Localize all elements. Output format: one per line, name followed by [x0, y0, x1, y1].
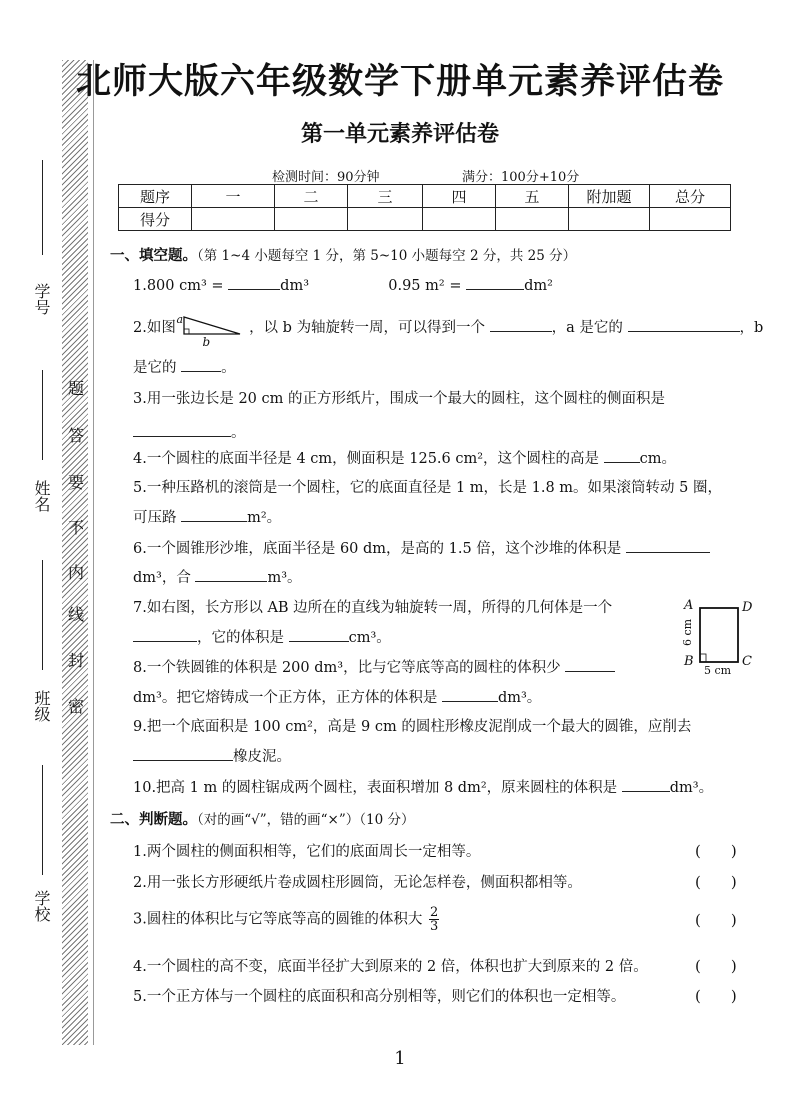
question-7 [133, 596, 612, 617]
q4-text: 4.一个圆柱的底面半径是 4 cm，侧面积是 125.6 cm²，这个圆柱的高是 [133, 451, 600, 467]
score-cell[interactable] [348, 208, 423, 231]
question-1 [133, 275, 553, 294]
vertex-c: C [742, 654, 752, 669]
fraction-denominator: 3 [429, 919, 439, 934]
q7-text: 7.如右图，长方形以 AB 边所在的直线为轴旋转一周，所得的几何体是一个 [133, 600, 613, 616]
judge-item-3 [133, 906, 439, 933]
question-4 [133, 447, 676, 468]
page-title: 北师大版六年级数学下册单元素养评估卷 [75, 61, 724, 102]
page-subtitle: 第一单元素养评估卷 [300, 121, 499, 147]
section1-heading [110, 244, 576, 265]
vertex-b: B [684, 654, 694, 669]
vertex-d: D [742, 600, 753, 615]
section2-title: 二、判断题。 [110, 811, 197, 828]
student-no-label: 学号 [32, 283, 51, 315]
q3-text: 3.用一张边长是 20 cm 的正方形纸片，围成一个最大的圆柱，这个圆柱的侧面积是 [133, 391, 665, 407]
answer-blank[interactable] [195, 567, 267, 582]
triangle-figure [176, 313, 244, 349]
rectangle-figure [678, 598, 768, 684]
q1-part-a: 1.800 cm³ = [133, 278, 224, 294]
name-line [42, 370, 43, 460]
question-3-cont [133, 421, 246, 442]
section1-note: （第 1~4 小题每空 1 分，第 5~10 小题每空 2 分，共 25 分） [197, 248, 577, 264]
score-cell[interactable] [569, 208, 650, 231]
score-cell[interactable] [275, 208, 348, 231]
table-header-cell: 五 [496, 185, 569, 208]
page-number: 1 [394, 1048, 406, 1069]
warning-char: 密 [68, 697, 85, 716]
question-8 [133, 656, 615, 677]
exam-time: 检测时间：90分钟 [272, 170, 380, 185]
score-cell[interactable] [192, 208, 275, 231]
section1-title: 一、填空题。 [110, 247, 197, 264]
answer-blank[interactable] [181, 357, 221, 372]
width-label: 5 cm [704, 664, 732, 677]
question-7-cont [133, 626, 391, 647]
q2-text: 2.如图 [133, 320, 176, 336]
q7-text: cm³。 [348, 630, 391, 646]
warning-char: 题 [68, 379, 85, 398]
class-line [42, 560, 43, 670]
section2-heading [110, 808, 415, 829]
score-table-header-row [119, 185, 731, 208]
question-5 [133, 476, 722, 497]
warning-char: 线 [68, 605, 85, 624]
q1-unit-a: dm³ [280, 278, 310, 294]
height-label: 6 cm [681, 618, 695, 647]
student-no-line [42, 160, 43, 255]
answer-blank[interactable] [442, 687, 498, 702]
question-8-cont [133, 686, 541, 707]
answer-blank[interactable] [133, 746, 233, 761]
answer-parens[interactable]: ( ) [695, 842, 737, 860]
table-header-cell: 三 [348, 185, 423, 208]
answer-blank[interactable] [565, 657, 615, 672]
q5-text: 5.一种压路机的滚筒是一个圆柱，它的底面直径是 1 m，长是 1.8 m。如果滚筒转动 5 圈， [133, 480, 722, 496]
judge-item-5 [133, 985, 625, 1006]
figure-label-b: b [202, 335, 211, 349]
question-2-cont [133, 356, 236, 377]
question-3 [133, 387, 665, 408]
q9-text: 9.把一个底面积是 100 cm²，高是 9 cm 的圆柱形橡皮泥削成一个最大的圆锥，应削去 [133, 719, 692, 735]
school-label: 学校 [32, 890, 51, 922]
q10-text: dm³。 [669, 780, 714, 796]
question-9-cont [133, 745, 291, 766]
question-5-cont [133, 506, 281, 527]
binding-line [93, 60, 94, 1045]
judge-text: 2.用一张长方形硬纸片卷成圆柱形圆筒，无论怎样卷，侧面积都相等。 [133, 875, 582, 891]
answer-parens[interactable]: ( ) [695, 911, 737, 929]
name-label: 姓名 [32, 480, 51, 512]
judge-item-4 [133, 955, 648, 976]
binding-hatch [62, 60, 88, 1045]
q10-text: 10.把高 1 m 的圆柱锯成两个圆柱，表面积增加 8 dm²，原来圆柱的体积是 [133, 780, 618, 796]
answer-parens[interactable]: ( ) [695, 957, 737, 975]
question-6 [133, 537, 710, 558]
judge-item-2 [133, 871, 582, 892]
answer-blank[interactable] [289, 627, 349, 642]
q2-text: 。 [221, 360, 236, 376]
q7-text: ，它的体积是 [197, 630, 284, 646]
q6-text: m³。 [267, 570, 302, 586]
fraction [429, 906, 439, 933]
answer-blank[interactable] [604, 448, 640, 463]
figure-label-a: a [176, 313, 184, 326]
score-table [118, 184, 731, 231]
answer-blank[interactable] [490, 317, 552, 332]
table-header-cell: 附加题 [569, 185, 650, 208]
warning-char: 要 [68, 473, 85, 492]
score-cell[interactable] [423, 208, 496, 231]
q8-text: dm³。把它熔铸成一个正方体，正方体的体积是 [133, 690, 438, 706]
exam-full-score: 满分：100分+10分 [462, 170, 580, 185]
table-header-cell: 四 [423, 185, 496, 208]
q1-part-b: 0.95 m² = [388, 278, 462, 294]
question-9 [133, 715, 691, 736]
section2-note: （对的画“√”，错的画“×”）（10 分） [197, 812, 415, 828]
q9-text: 橡皮泥。 [233, 749, 291, 765]
q8-text: 8.一个铁圆锥的体积是 200 dm³，比与它等底等高的圆柱的体积少 [133, 660, 561, 676]
answer-blank[interactable] [628, 317, 740, 332]
judge-item-1 [133, 840, 480, 861]
q6-text: dm³，合 [133, 570, 191, 586]
answer-blank[interactable] [133, 422, 231, 437]
answer-blank[interactable] [181, 507, 247, 522]
class-label: 班级 [32, 690, 51, 722]
answer-parens[interactable]: ( ) [695, 987, 737, 1005]
question-10 [133, 776, 713, 797]
table-row-label: 得分 [119, 208, 192, 231]
q1-unit-b: dm² [524, 278, 553, 294]
q2-text: 是它的 [133, 360, 177, 376]
answer-blank[interactable] [622, 777, 670, 792]
q2-text: ，b [739, 320, 764, 336]
warning-char: 封 [68, 651, 85, 670]
q2-text: ，a 是它的 [551, 320, 623, 336]
table-header-cell: 题序 [119, 185, 192, 208]
warning-char: 不 [68, 518, 85, 537]
triangle-icon [180, 315, 244, 337]
score-cell[interactable] [496, 208, 569, 231]
warning-char: 答 [68, 426, 85, 445]
warning-char: 内 [68, 563, 85, 582]
fraction-numerator: 2 [429, 905, 439, 920]
school-line [42, 765, 43, 875]
q4-text: cm。 [639, 451, 677, 467]
table-header-cell: 一 [192, 185, 275, 208]
vertex-a: A [684, 598, 694, 613]
score-table-score-row [119, 208, 731, 231]
q2-text: ，以 b 为轴旋转一周，可以得到一个 [249, 320, 486, 336]
q8-text: dm³。 [497, 690, 542, 706]
answer-blank[interactable] [466, 275, 524, 290]
answer-blank[interactable] [133, 627, 197, 642]
q5-text: 可压路 [133, 510, 177, 526]
q5-text: m²。 [247, 510, 282, 526]
answer-blank[interactable] [228, 275, 280, 290]
score-cell[interactable] [650, 208, 731, 231]
judge-text: 3.圆柱的体积比与它等底等高的圆锥的体积大 [133, 911, 423, 928]
question-2 [133, 313, 764, 349]
question-6-cont [133, 566, 302, 587]
judge-text: 5.一个正方体与一个圆柱的底面积和高分别相等，则它们的体积也一定相等。 [133, 989, 626, 1005]
q3-text: 。 [231, 425, 246, 441]
judge-text: 4.一个圆柱的高不变，底面半径扩大到原来的 2 倍，体积也扩大到原来的 2 倍。 [133, 959, 648, 975]
answer-parens[interactable]: ( ) [695, 873, 737, 891]
table-header-cell: 二 [275, 185, 348, 208]
answer-blank[interactable] [626, 538, 710, 553]
table-header-cell: 总分 [650, 185, 731, 208]
judge-text: 1.两个圆柱的侧面积相等，它们的底面周长一定相等。 [133, 844, 481, 860]
q6-text: 6.一个圆锥形沙堆，底面半径是 60 dm，是高的 1.5 倍，这个沙堆的体积是 [133, 541, 622, 557]
